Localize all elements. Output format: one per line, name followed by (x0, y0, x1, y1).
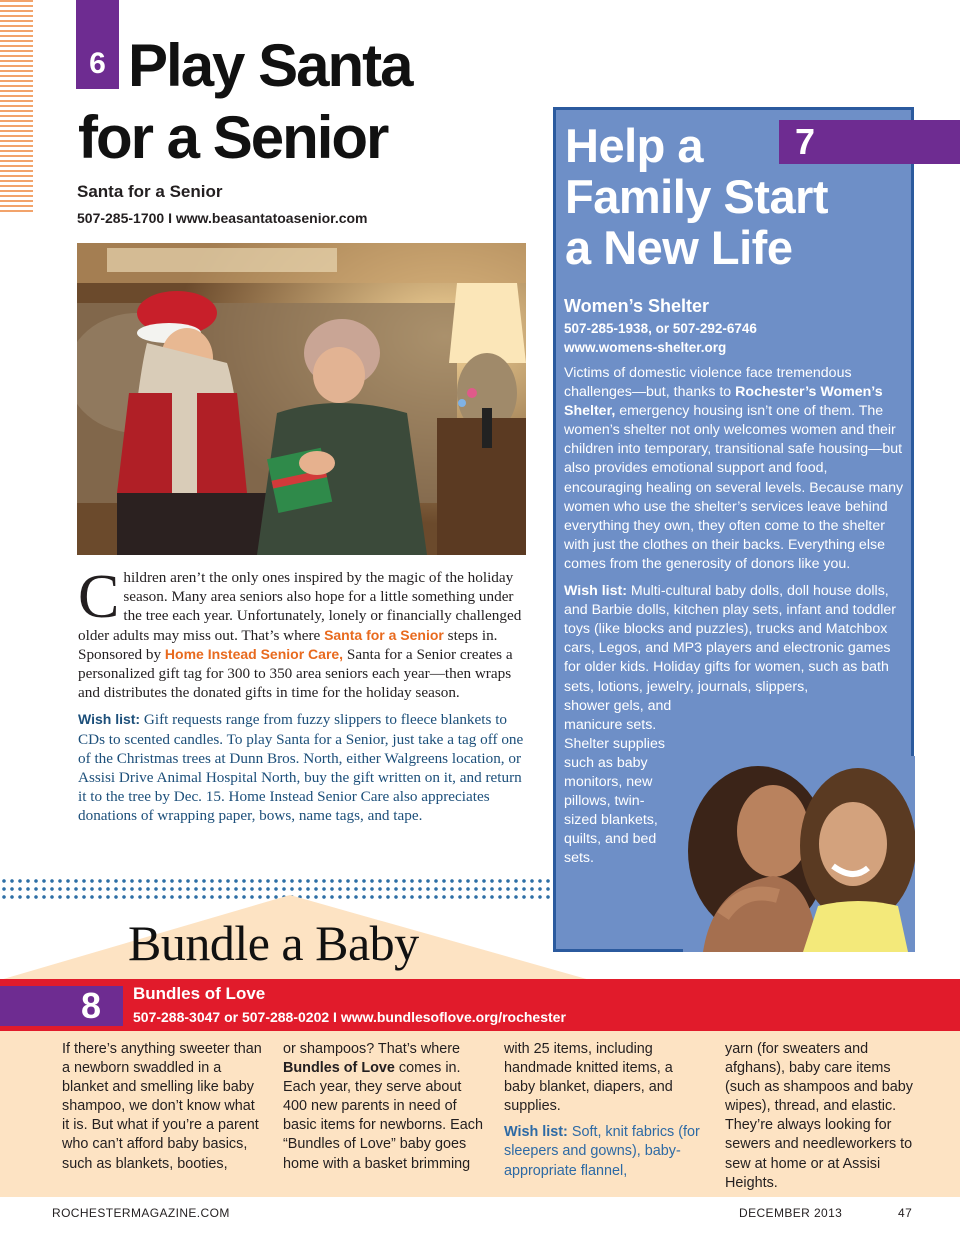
section-8-wish-list (504, 1123, 704, 1180)
narrow-line: such as baby (564, 754, 648, 771)
section-7-contact (564, 319, 757, 357)
section-7-text-2: emergency housing isn’t one of them. The women’s shelter not only welcomes women and their children into temporary, transitional safe housing—but also provides emotional support and food, encouraging healing on several levels. Because many women who use the shelter’s services leave behind everything they own, they often come to the shelter with just the clothes on their backs. Everything else comes from the generosity of donors like you. (564, 403, 904, 572)
section-6-org: Santa for a Senior (77, 182, 223, 201)
mother-daughter-illustration (683, 756, 915, 952)
section-6-wish-text: Gift requests range from fuzzy slippers to fleece blankets to CDs to scented candles. To play Santa for a Senior, just take a tag off one of the Christmas trees at Dunn Bros. North, either Walgreens location, or Assisi Drive Animal Hospital North, buy the gift written on it, and return it to the tree by Dec. 15. Home Instead Senior Care also appreciates donations of wrapping paper, bows, name tags, and tape. (78, 711, 524, 825)
section-7-org: Women’s Shelter (564, 296, 710, 316)
section-6-wish-list (78, 710, 524, 825)
narrow-line: pillows, twin- (564, 793, 645, 810)
section-6-contact: 507-285-1700 I www.beasantatoasenior.com (77, 210, 368, 226)
section-8-column-1: If there’s anything sweeter than a newborn swaddled in a blanket and smelling like baby shampoo, we don’t know what it is. But what if you’re a parent who can’t afford baby basics, such as blankets, booties, (62, 1041, 262, 1172)
section-8-contact: 507-288-3047 or 507-288-0202 I www.bundlesoflove.org/rochester (133, 1009, 566, 1025)
narrow-line: sets. (564, 850, 594, 867)
section-8-org: Bundles of Love (133, 984, 266, 1003)
section-8-column-3 (504, 1040, 704, 1181)
wish-list-label: Wish list: (504, 1124, 568, 1141)
section-6-title-line2: for a Senior (78, 104, 388, 171)
section-7-title-line3: a New Life (565, 221, 793, 274)
section-7-title (565, 120, 895, 273)
section-7-wish-text: Multi-cultural baby dolls, doll house dolls, and Barbie dolls, kitchen play sets, infant and toddler toys (like blocks and puzzles), trucks and Matchbox cars, Legos, and MP3 players and electronic games for older kids. Holiday gifts for women, such as bath sets, lotions, jewelry, journals, slippers, (564, 583, 897, 695)
decorative-stripes (0, 0, 33, 215)
section-6-body (78, 563, 524, 826)
section-6-title (78, 30, 548, 174)
drop-cap: C (78, 563, 120, 631)
section-7-wish-list (564, 582, 904, 697)
section-8-column-4: yarn (for sweaters and afghans), baby care items (such as shampoos and baby wipes), thread, and elastic. They’re always looking for sewers and needleworkers to sew at home or at Assisi Heights. (725, 1041, 913, 1191)
santa-for-a-senior-highlight: Santa for a Senior (324, 626, 444, 643)
col2-text-1: or shampoos? That’s where (283, 1041, 461, 1057)
wish-list-label: Wish list: (564, 583, 627, 600)
section-7-phones: 507-285-1938, or 507-292-6746 (564, 321, 757, 336)
section-6-title-line1: Play Santa (128, 32, 412, 99)
narrow-line: monitors, new (564, 773, 653, 790)
section-7-title-line2: Family Start (565, 170, 829, 223)
mother-daughter-photo (683, 756, 915, 952)
page-number: 47 (898, 1206, 913, 1220)
section-7-paragraph (564, 364, 904, 574)
section-7-website: www.womens-shelter.org (564, 340, 727, 355)
bundle-a-baby-heading: Bundle a Baby (128, 915, 419, 971)
santa-senior-photo (77, 243, 526, 555)
section-6-paragraph (78, 563, 524, 702)
section-6-text-3: Santa for a Senior creates a personalized gift tag for 300 to 350 area seniors each year—then wraps and distributes the donated gifts in time for the holiday season. (78, 645, 513, 702)
narrow-line: quilts, and bed (564, 831, 657, 848)
section-8-wish-text: Soft, knit fabrics (for sleepers and gowns), baby-appropriate flannel, (504, 1124, 700, 1179)
section-7-title-line1: Help a (565, 119, 704, 172)
col2-text-2: comes in. Each year, they serve about 400 new parents in need of basic items for newborns. Each “Bundles of Love” baby goes home with a basket brimming (283, 1060, 483, 1172)
narrow-line: Shelter supplies (564, 735, 665, 752)
section-6-text-2: steps in. Sponsored by (78, 626, 498, 663)
home-instead-highlight: Home Instead Senior Care, (164, 645, 344, 662)
section-7-text-1: Victims of domestic violence face tremendous challenges—but, thanks to (564, 365, 852, 401)
santa-senior-photo-illustration (77, 243, 526, 555)
section-8-column-2 (283, 1040, 483, 1174)
footer-website: ROCHESTERMAGAZINE.COM (52, 1206, 230, 1220)
narrow-line: sized blankets, (564, 812, 658, 829)
section-6-text-1: hildren aren’t the only ones inspired by the magic of the holiday season. Many area seniors also hope for a little something under the tree each year. Unfortunately, lonely or financially challenged older adults may miss out. That’s where (78, 569, 522, 644)
bundles-of-love-highlight: Bundles of Love (283, 1060, 395, 1077)
col3-text: with 25 items, including handmade knitted items, a baby blanket, diapers, and supplies. (504, 1041, 673, 1115)
womens-shelter-highlight: Rochester’s Women’s Shelter, (564, 384, 883, 420)
footer-date: DECEMBER 2013 (739, 1206, 843, 1220)
narrow-line: shower gels, and (564, 697, 672, 714)
wish-list-label: Wish list: (78, 711, 141, 728)
section-6-number-text: 6 (89, 47, 106, 80)
section-8-number: 8 (0, 986, 123, 1026)
narrow-line: manicure sets. (564, 716, 657, 733)
section-7-number: 7 (779, 120, 960, 164)
